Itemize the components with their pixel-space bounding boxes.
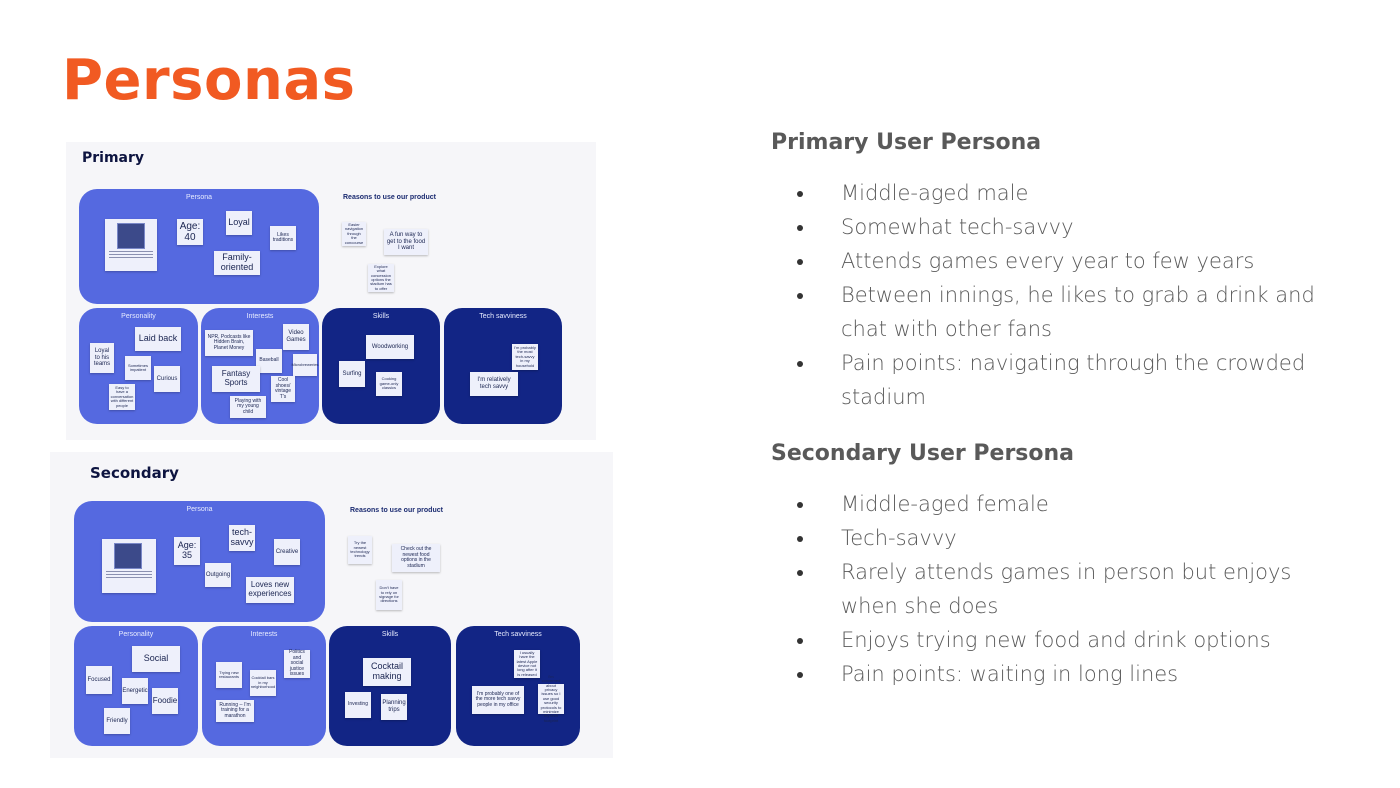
sticky-note: Don't have to rely on signage for directions [376, 580, 402, 610]
sticky-note: I'm probably the most tech-savvy in my household [512, 344, 538, 370]
sticky-note: Age: 35 [174, 537, 200, 565]
bullet-icon [797, 191, 803, 197]
sticky-note: Explore what concession options the stadium has to offer [368, 264, 394, 292]
sticky-note: Loyal to his teams [90, 343, 114, 373]
sticky-note: Family- oriented [214, 251, 260, 275]
sticky-note: Planning trips [381, 694, 407, 720]
region-title: Skills [381, 631, 399, 638]
sticky-note: Focused [86, 666, 112, 694]
list-item-text: Somewhat tech-savvy [841, 215, 1074, 239]
list-item [771, 244, 1371, 278]
sticky-note: Running -- I'm training for a marathon [216, 700, 254, 722]
sticky-note: Age: 40 [177, 219, 203, 245]
personality-region [74, 626, 198, 746]
sticky-note: I'm probably one of the more tech savvy people in my office [472, 686, 524, 714]
persona-photo-card [105, 219, 157, 271]
avatar [114, 543, 142, 569]
sticky-note: Fantasy Sports [212, 366, 260, 392]
sticky-note: Cocktail bars in my neighborhood [250, 670, 276, 696]
sticky-note: Cool shoes/ vintage T's [271, 376, 295, 402]
list-item [771, 555, 1311, 623]
persona-region [79, 189, 319, 304]
sticky-note: Creative [274, 539, 300, 565]
region-title: Tech savviness [479, 313, 527, 320]
secondary-persona-heading: Secondary User Persona [771, 441, 1075, 466]
skills-region [329, 626, 451, 746]
region-title: Tech savviness [494, 631, 542, 638]
secondary-persona-list [771, 487, 1371, 691]
sticky-note: Microbreweries [293, 354, 317, 376]
tech-savviness-region [444, 308, 562, 424]
avatar [117, 223, 145, 249]
personality-region [79, 308, 198, 424]
sticky-note: Laid back [135, 327, 181, 351]
region-title: Persona [186, 506, 213, 513]
region-title: Interests [246, 313, 274, 320]
list-item-text: Tech-savvy [841, 526, 957, 550]
interests-region [202, 626, 326, 746]
region-title: Interests [250, 631, 278, 638]
bullet-icon [797, 638, 803, 644]
secondary-persona-board [50, 452, 613, 758]
sticky-note: NPR, Podcasts like Hidden Brain, Planet Money [205, 330, 253, 356]
sticky-note: Easy to have a conversation with different people [109, 384, 135, 410]
sticky-note: Trying new restaurants [216, 662, 242, 688]
board-label: Primary [82, 150, 145, 166]
sticky-note: Easier navigation through the concourse [342, 222, 366, 246]
sticky-note: I usually have the latest Apple device not long after it is released [514, 650, 540, 678]
reasons-title: Reasons to use our product [343, 194, 436, 201]
list-item [771, 487, 1371, 521]
sticky-note: Baseball [256, 349, 282, 373]
bullet-icon [797, 361, 803, 367]
sticky-note: Video Games [283, 324, 309, 350]
sticky-note: tech- savvy [229, 525, 255, 551]
sticky-note: Foodie [152, 688, 178, 714]
reasons-title: Reasons to use our product [350, 507, 443, 514]
sticky-note: Woodworking [366, 335, 414, 359]
list-item-text: Attends games every year to few years [841, 249, 1255, 273]
sticky-note: Loyal [226, 211, 252, 235]
list-item [771, 623, 1371, 657]
sticky-note: Playing with my young child [230, 396, 266, 418]
primary-persona-heading: Primary User Persona [771, 130, 1042, 155]
primary-persona-list [771, 176, 1371, 414]
sticky-note: Surfing [339, 361, 365, 387]
region-title: Personality [121, 313, 156, 320]
list-item [771, 210, 1371, 244]
list-item [771, 521, 1371, 555]
interests-region [201, 308, 319, 424]
list-item-text: Enjoys trying new food and drink options [841, 628, 1271, 652]
sticky-note: Politics and social justice issues [284, 650, 310, 678]
persona-region [74, 501, 325, 622]
bullet-icon [797, 672, 803, 678]
sticky-note: Curious [154, 366, 180, 392]
bullet-icon [797, 225, 803, 231]
primary-persona-board [66, 142, 596, 440]
region-title: Persona [185, 194, 213, 201]
tech-savviness-region [456, 626, 580, 746]
list-item-text: Rarely attends games in person but enjoys when she does [841, 560, 1292, 618]
list-item-text: Between innings, he likes to grab a drink and chat with other fans [841, 283, 1315, 341]
sticky-note: I'm concerned about privacy issues so I use good security protocols to minimize my tech footprint [538, 684, 564, 714]
list-item [771, 176, 1371, 210]
sticky-note: Check out the newest food options in the stadium [392, 544, 440, 572]
sticky-note: Cocktail making [363, 658, 411, 686]
list-item-text: Pain points: waiting in long lines [841, 662, 1179, 686]
sticky-note: Investing [345, 692, 371, 718]
list-item [771, 278, 1321, 346]
sticky-note: Friendly [104, 708, 130, 734]
sticky-note: Likes traditions [270, 226, 296, 250]
list-item-text: Pain points: navigating through the crowded stadium [841, 351, 1306, 409]
list-item [771, 657, 1371, 691]
skills-region [322, 308, 440, 424]
sticky-note: Try the newest technology trends [348, 536, 372, 564]
list-item-text: Middle-aged female [841, 492, 1049, 516]
bullet-icon [797, 536, 803, 542]
page-title: Personas [62, 48, 356, 113]
sticky-note: Loves new experiences [246, 577, 294, 603]
region-title: Skills [372, 313, 390, 320]
sticky-note: Sometimes impatient [125, 356, 151, 380]
list-item [771, 346, 1321, 414]
board-label: Secondary [90, 464, 179, 482]
list-item-text: Middle-aged male [841, 181, 1029, 205]
sticky-note: Social [132, 646, 180, 672]
bullet-icon [797, 570, 803, 576]
sticky-note: Outgoing [205, 563, 231, 587]
region-title: Personality [118, 631, 154, 638]
bullet-icon [797, 293, 803, 299]
sticky-note: Cooking game-only classics [376, 372, 402, 396]
bullet-icon [797, 259, 803, 265]
sticky-note: A fun way to get to the food I want [384, 229, 428, 255]
persona-photo-card [102, 539, 156, 593]
bullet-icon [797, 502, 803, 508]
sticky-note: Energetic [122, 678, 148, 704]
sticky-note: I'm relatively tech savvy [470, 372, 518, 396]
